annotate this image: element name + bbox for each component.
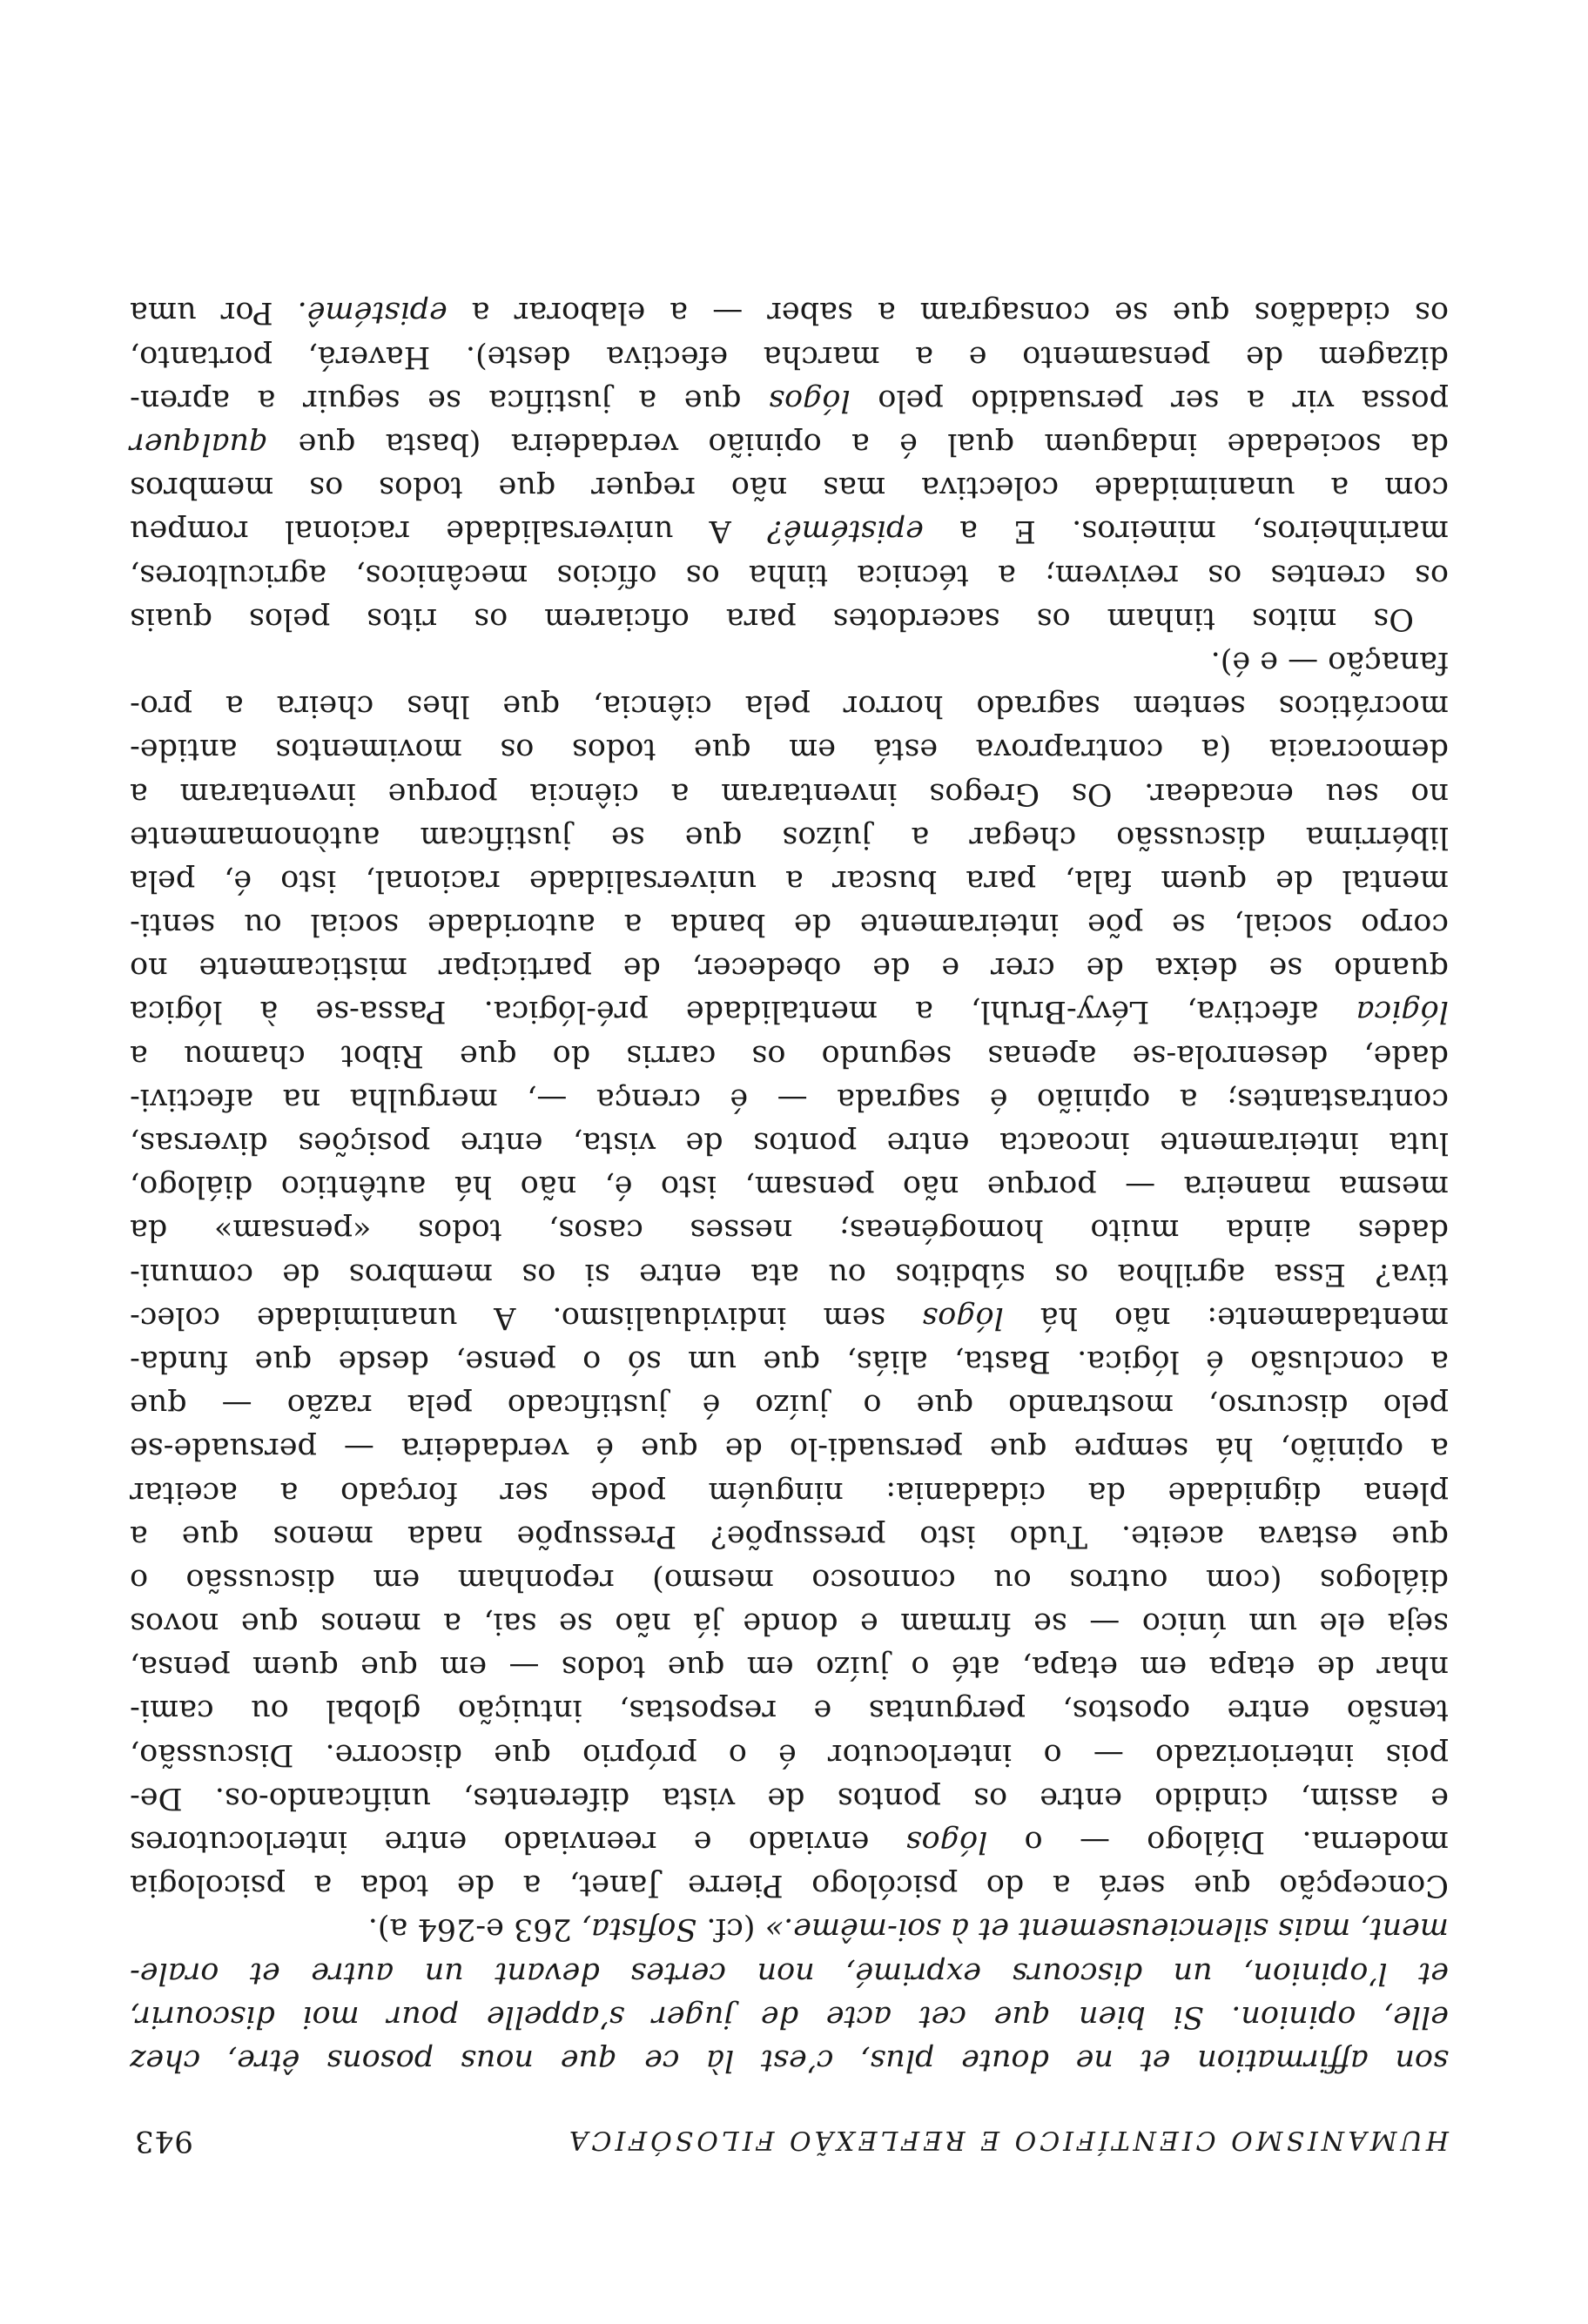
text-line: mocráticos sentem sagrado horror pela ciência, que lhes cheira a pro- — [130, 688, 1449, 724]
text-line: e assim, cindido entre os pontos de vista diferentes, unificando-os. De- — [130, 1780, 1449, 1816]
text-line: da sociedade indaguem qual é a opinião verdadeira (basta que qualquer — [130, 427, 1449, 462]
text-line: a conclusão é lógica. Basta, aliás, que um só o pense, desde que funda- — [130, 1344, 1449, 1379]
text-line: os crentes os revivem; a técnica tinha os ofícios mecânicos, agricultores, — [130, 557, 1449, 593]
text-line: ment, mais silencieusement et à soi-même.» (cf. Sofista, 263 e-264 a). — [367, 1911, 1449, 1947]
text-line: plena dignidade da cidadania: ninguém pode ser forçado a aceitar — [130, 1474, 1449, 1510]
text-line: son affirmation et ne doute plus, c’est là ce que nous posons être, chez — [130, 2043, 1449, 2078]
text-line: elle, opinion. Si bien que cet acte de juger s’appelle pour moi discourir, — [130, 1998, 1449, 2034]
text-line: mental de quem fala, para buscar a universalidade racional, isto é, pela — [130, 863, 1449, 898]
text-line: lógica afectiva, Lévy-Bruhl, a mentalidade pré-lógica. Passa-se à lógica — [130, 994, 1449, 1030]
text-line: tiva? Essa agrilhoa os súbditos ou ata entre si os membros de comuni- — [130, 1256, 1449, 1292]
text-line: dade, desenrola-se apenas segundo os carris do que Ribot chamou a — [130, 1038, 1449, 1073]
text-line: pelo discurso, mostrando que o juízo é justificado pela razão — que — [130, 1387, 1449, 1423]
text-line: a opinião, há sempre que persuadi-lo de que é verdadeira — persuade-se — [130, 1431, 1449, 1467]
text-line: fanação — e é). — [1210, 645, 1449, 680]
text-line: moderna. Diálogo — o lógos enviado e reenviado entre interlocutores — [130, 1824, 1449, 1860]
text-line: et l’opinion, un discours exprimé, non certes devant un autre et orale- — [130, 1955, 1449, 1991]
text-line: mesma maneira — porque não pensam, isto é, não há autêntico diálogo, — [130, 1169, 1449, 1205]
text-line: que estava aceite. Tudo isto pressupõe? Pressupõe nada menos que a — [130, 1518, 1449, 1554]
text-line: dizagem de pensamento e a marcha efectiva deste). Haverá, portanto, — [130, 339, 1449, 374]
text-line: corpo social, se põe inteiramente de banda a autoridade social ou senti- — [130, 907, 1449, 943]
text-line: com a unanimidade colectiva mas não requer que todos os membros — [130, 470, 1449, 506]
text-line: no seu encadear. Os Gregos inventaram a ciência porque inventaram a — [130, 776, 1449, 811]
text-line: os cidadãos que se consagram a saber — a elaborar a epistémê. Por uma — [130, 295, 1449, 331]
text-line: possa vir a ser persuadido pelo lógos que a justifica se seguir a apren- — [130, 382, 1449, 418]
text-line: luta inteiramente incoacta entre pontos de vista, entre posições diversas, — [130, 1125, 1449, 1161]
text-line: diálogos (com outros ou connosco mesmo) reponham em discussão o — [130, 1562, 1449, 1597]
page-number: 943 — [134, 2124, 193, 2159]
text-line: nhar de etapa em etapa, até o juízo em que todos — em que quem pensa, — [130, 1649, 1449, 1685]
text-line: seja ele um único — se firmam e donde já não se sai, a menos que novos — [130, 1606, 1449, 1642]
text-line: pois interiorizado — o interlocutor é o próprio que discorre. Discussão, — [130, 1736, 1449, 1772]
text-line: mentadamente: não há lógos sem individualismo. A unanimidade colec- — [130, 1300, 1449, 1335]
text-line: Os mitos tinham os sacerdotes para oficiarem os ritos pelos quais — [130, 601, 1414, 636]
body-text — [130, 291, 1449, 2082]
text-line: dades ainda muito homogéneas; nesses casos, todos «pensam» da — [130, 1212, 1449, 1248]
text-line: democracia (a contraprova está em que todos os movimentos antide- — [130, 732, 1449, 768]
running-title: HUMANISMO CIENTÍFICO E REFLEXÃO FILOSÓFICA — [565, 2125, 1449, 2155]
running-header — [134, 2124, 1449, 2159]
text-line: quando se deixa de crer e de obedecer, de participar misticamente no — [130, 950, 1449, 986]
text-line: libérrima discussão chegar a juízos que se justificam autònomamente — [130, 819, 1449, 855]
text-line: Concepção que será a do psicólogo Pierre Janet, a de toda a psicologia — [130, 1868, 1449, 1904]
text-line: tensão entre opostos, perguntas e respostas, intuição global ou cami- — [130, 1693, 1449, 1729]
text-line: contrastantes; a opinião é sagrada — é crença —, mergulha na afectivi- — [130, 1081, 1449, 1117]
text-line: marinheiros, mineiros. E a epistémê? A universalidade racional rompeu — [130, 514, 1449, 549]
